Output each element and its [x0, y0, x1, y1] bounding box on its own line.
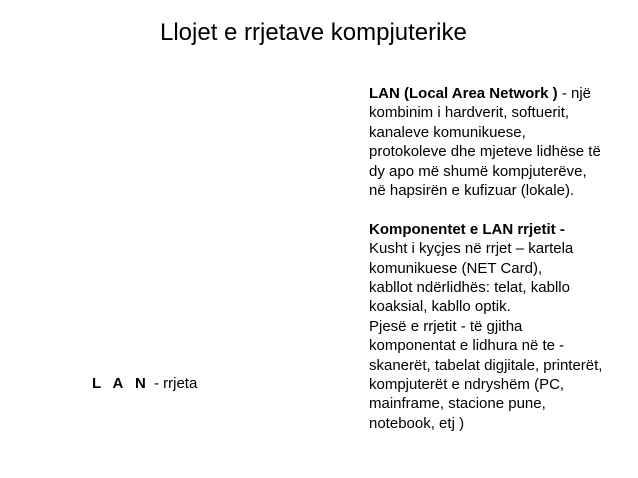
components-line: Pjesë e rrjetit - të gjitha	[369, 317, 523, 335]
components-line: kabllot ndërlidhës: telat, kabllo	[369, 279, 570, 297]
lan-description: - rrjeta	[153, 375, 198, 392]
definition-first-line	[369, 84, 631, 103]
components-line: notebook, etj )	[369, 414, 465, 432]
components-line: kompjuterët e ndryshëm (PC,	[369, 376, 565, 394]
components-line: mainframe, stacione pune,	[369, 395, 546, 413]
components-line: komunikuese (NET Card),	[369, 259, 543, 277]
slide-title: Llojet e rrjetave kompjuterike	[160, 19, 467, 46]
components-line: Kusht i kyçjes në rrjet – kartela	[369, 240, 574, 258]
lan-label	[92, 374, 197, 394]
paragraph-gap	[369, 200, 631, 219]
definition-line: kombinim i hardverit, softuerit,	[369, 104, 570, 122]
components-heading: Komponentet e LAN rrjetit -	[369, 220, 565, 238]
definition-line: protokoleve dhe mjeteve lidhëse të	[369, 143, 601, 161]
content-column	[369, 84, 631, 433]
components-line: koaksial, kabllo optik.	[369, 298, 511, 316]
components-line: komponentat e lidhura në te -	[369, 337, 565, 355]
definition-heading: LAN (Local Area Network )	[369, 85, 558, 102]
definition-line: kanaleve komunikuese,	[369, 123, 526, 141]
definition-line: në hapsirën e kufizuar (lokale).	[369, 182, 575, 200]
lan-abbreviation: L A N	[92, 375, 150, 392]
definition-first-tail: - një	[557, 85, 592, 102]
components-line: skanerët, tabelat digjitale, printerët,	[369, 356, 603, 374]
definition-line: dy apo më shumë kompjuterëve,	[369, 162, 587, 180]
